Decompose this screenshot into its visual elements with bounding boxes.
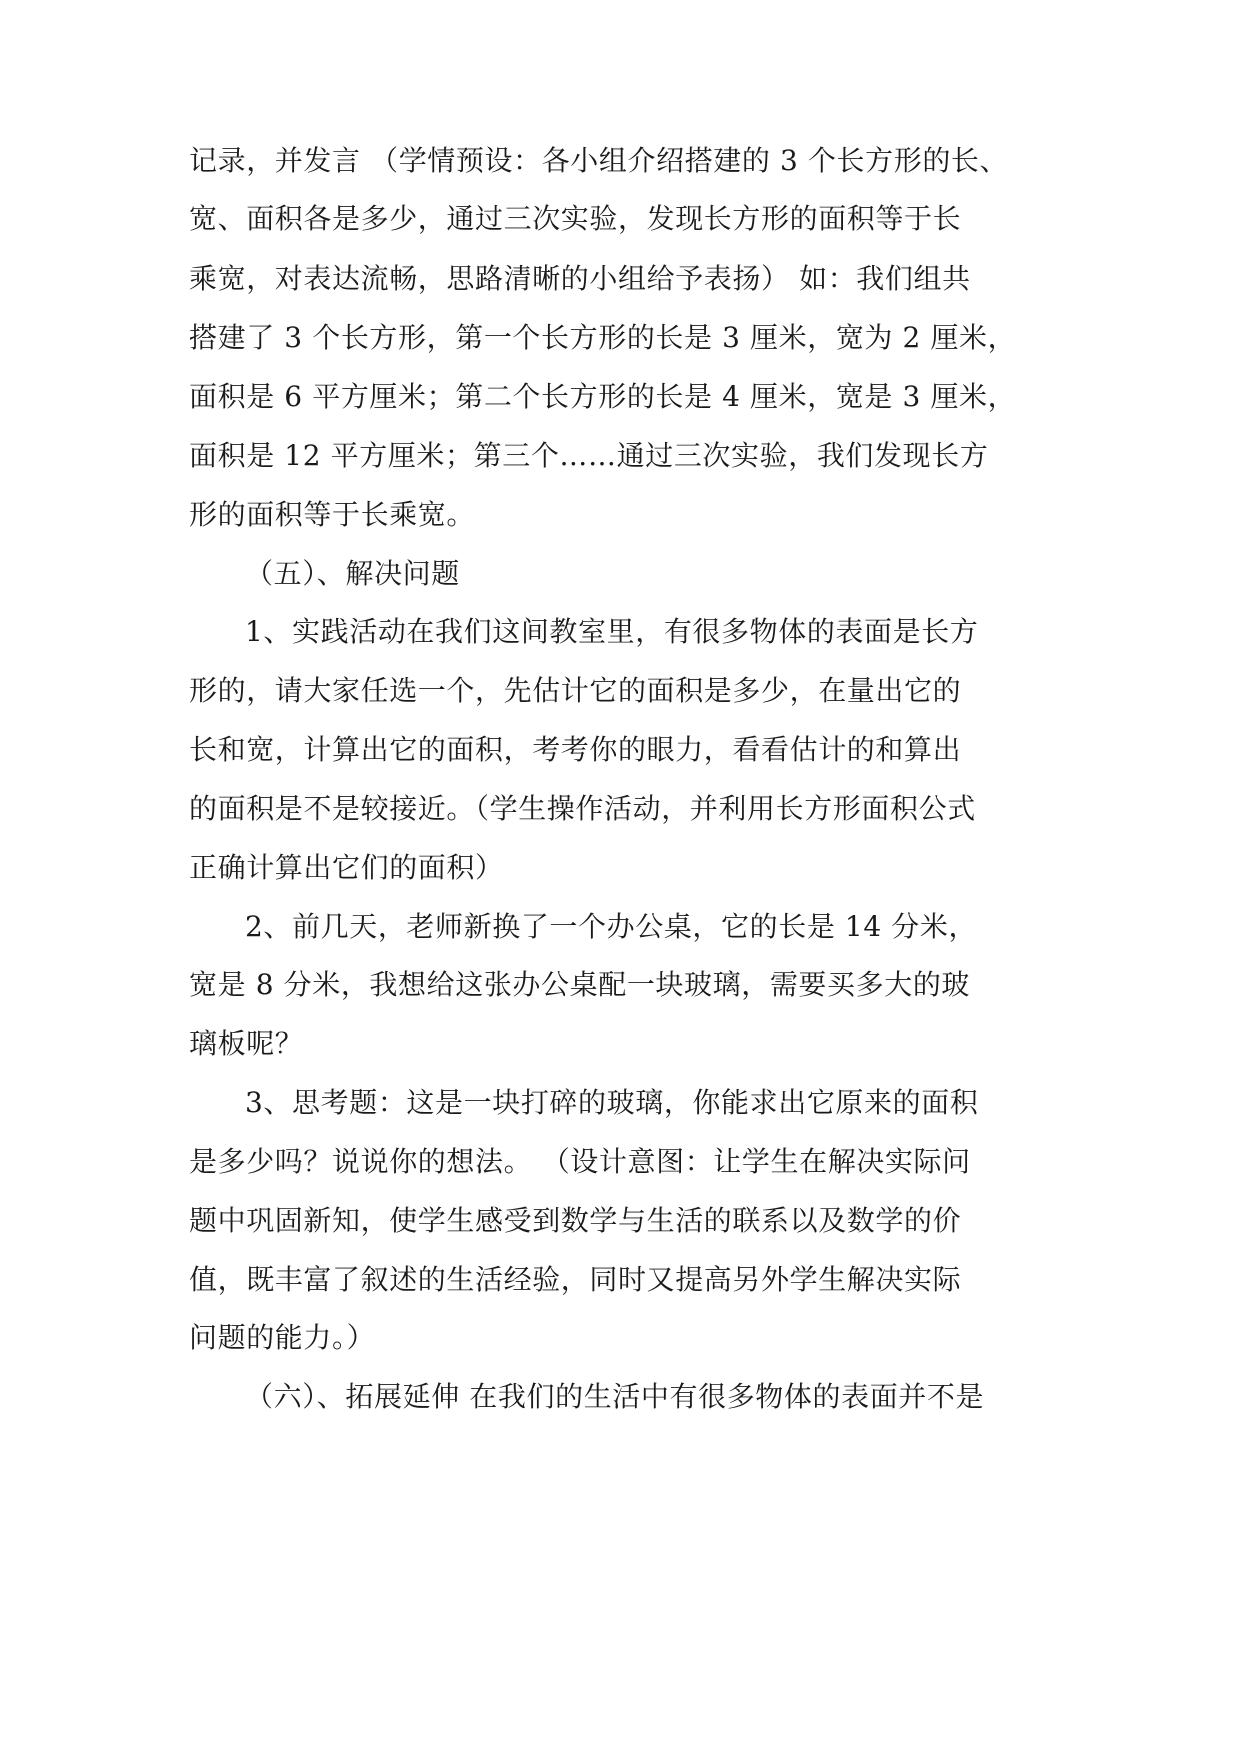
text-line: 的面积是不是较接近。（学生操作活动，并利用长方形面积公式	[189, 792, 976, 825]
section-heading: （六）、拓展延伸 在我们的生活中有很多物体的表面并不是	[245, 1380, 985, 1413]
section-heading: （五）、解决问题	[245, 557, 460, 590]
text-line: 宽、面积各是多少，通过三次实验，发现长方形的面积等于长	[189, 202, 962, 235]
text-line: 搭建了 3 个长方形，第一个长方形的长是 3 厘米，宽为 2 厘米，	[189, 321, 1017, 354]
text-line: 2、前几天，老师新换了一个办公桌，它的长是 14 分米，	[245, 910, 978, 943]
text-line: 记录，并发言 （学情预设：各小组介绍搭建的 3 个长方形的长、	[189, 144, 1009, 177]
text-line: 乘宽，对表达流畅，思路清晰的小组给予表扬） 如：我们组共	[189, 262, 971, 295]
text-line: 问题的能力。）	[189, 1321, 376, 1354]
text-line: 宽是 8 分米，我想给这张办公桌配一块玻璃，需要买多大的玻	[189, 968, 971, 1001]
text-line: 形的面积等于长乘宽。	[189, 498, 476, 531]
text-line: 值，既丰富了叙述的生活经验，同时又提高另外学生解决实际	[189, 1263, 962, 1296]
text-line: 题中巩固新知，使学生感受到数学与生活的联系以及数学的价	[189, 1204, 962, 1237]
text-line: 形的，请大家任选一个，先估计它的面积是多少，在量出它的	[189, 674, 962, 707]
text-line: 璃板呢？	[189, 1027, 304, 1060]
text-line: 长和宽，计算出它的面积，考考你的眼力，看看估计的和算出	[189, 733, 962, 766]
text-line: 面积是 12 平方厘米；第三个……通过三次实验，我们发现长方	[189, 439, 989, 472]
text-line: 是多少吗？说说你的想法。 （设计意图：让学生在解决实际问	[189, 1145, 971, 1178]
text-line: 1、实践活动在我们这间教室里，有很多物体的表面是长方	[245, 615, 979, 648]
text-line: 面积是 6 平方厘米；第二个长方形的长是 4 厘米，宽是 3 厘米，	[189, 380, 1017, 413]
text-line: 正确计算出它们的面积）	[189, 851, 504, 884]
text-line: 3、思考题：这是一块打碎的玻璃，你能求出它原来的面积	[245, 1086, 979, 1119]
